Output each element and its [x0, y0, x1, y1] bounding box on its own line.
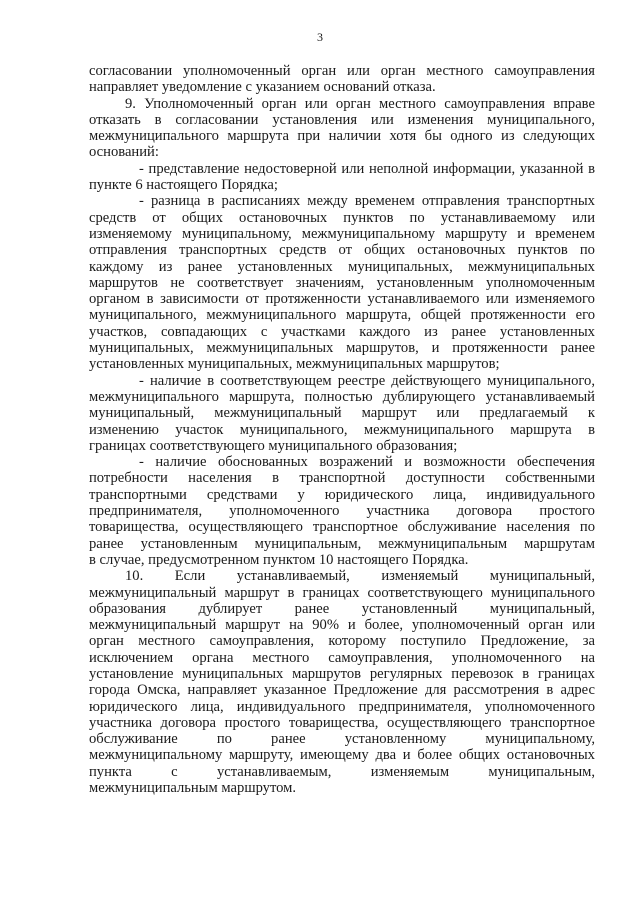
text-line: межмуниципальный маршрут в границах соответствующего муниципального — [89, 584, 595, 601]
text-line: пункте 6 настоящего Порядка; — [89, 177, 278, 194]
text-line: межмуниципальному маршруту, имеющему два и более общих остановочных — [89, 747, 595, 764]
text-line: орган местного самоуправления, которому поступило Предложение, за — [89, 633, 595, 650]
page-number: 3 — [317, 30, 323, 44]
text-line: отказать в согласовании установления или изменения муниципального, — [89, 111, 595, 128]
text-line: направляет уведомление с указанием оснований отказа. — [89, 79, 436, 96]
text-line: участника договора простого товарищества, осуществляющего транспортное — [89, 714, 595, 731]
text-line: 9. Уполномоченный орган или орган местного самоуправления вправе — [125, 95, 595, 112]
text-line: предпринимателя, уполномоченного участника договора простого — [89, 503, 595, 520]
text-line: участков, совпадающих с участками каждого из ранее установленных — [89, 323, 595, 340]
text-line: межмуниципального маршрута при наличии хотя бы одного из следующих — [89, 128, 595, 145]
text-line: муниципальный, межмуниципальный маршрут или предлагаемый к — [89, 405, 595, 422]
text-line: установление муниципальных маршрутов регулярных перевозок в границах — [89, 665, 595, 682]
text-line: установленных муниципальных, межмуниципальных маршрутов; — [89, 356, 500, 373]
text-line: изменению участок муниципального, межмуниципального маршрута в — [89, 421, 596, 438]
text-line: ранее установленным муниципальным, межмуниципальным маршрутам — [89, 535, 595, 552]
text-line: - наличие в соответствующем реестре действующего муниципального, — [139, 372, 595, 389]
text-line: межмуниципальным маршрутом. — [89, 780, 297, 797]
text-line: органом в зависимости от протяженности устанавливаемого или изменяемого — [89, 291, 595, 308]
text-line: - представление недостоверной или неполной информации, указанной в — [139, 160, 596, 177]
text-line: средств от общих остановочных пунктов по устанавливаемому или — [89, 209, 596, 226]
text-line: пункта с устанавливаемым, изменяемым муниципальным, — [89, 763, 596, 780]
text-line: образования дублирует ранее установленный муниципальный, — [89, 600, 595, 617]
text-line: товарищества, осуществляющего транспортное обслуживание населения по — [89, 519, 596, 536]
text-line: потребности населения в транспортной доступности собственными — [89, 470, 596, 487]
text-line: согласовании уполномоченный орган или орган местного самоуправления — [89, 63, 595, 79]
text-line: межмуниципальный маршрут на 90% и более, уполномоченный орган или — [89, 617, 596, 634]
text-line: муниципального, межмуниципального маршрута, общей протяженности его — [89, 307, 595, 324]
text-line: юридического лица, индивидуального предпринимателя, уполномоченного — [89, 698, 596, 715]
text-line: исключением органа местного самоуправления, уполномоченного на — [89, 649, 595, 666]
text-line: муниципальных, межмуниципальных маршрутов, и протяженности ранее — [89, 340, 596, 357]
text-line: города Омска, направляет указанное Предложение для рассмотрения в адрес — [89, 682, 595, 699]
text-line: в случае, предусмотренном пунктом 10 настоящего Порядка. — [89, 551, 469, 568]
text-line: оснований: — [89, 144, 159, 161]
text-line: границах соответствующего муниципального образования; — [89, 437, 458, 454]
text-line: межмуниципального маршрута, полностью дублирующего устанавливаемый — [89, 388, 595, 405]
text-line: 10. Если устанавливаемый, изменяемый муниципальный, — [125, 568, 596, 585]
text-line: изменяемому муниципальному, межмуниципальному маршруту и временем — [89, 225, 596, 242]
text-line: обслуживание по ранее установленному муниципальному, — [89, 731, 596, 748]
document-body — [89, 63, 595, 796]
text-line: транспортными средствами у юридического лица, индивидуального — [89, 486, 596, 503]
text-line: отправления транспортных средств от общих остановочных пунктов по — [89, 242, 595, 259]
text-line: - разница в расписаниях между временем отправления транспортных — [139, 193, 595, 210]
text-line: маршрутов не соответствует значениям, установленным уполномоченным — [89, 274, 595, 291]
text-line: каждому из ранее установленных муниципальных, межмуниципальных — [89, 258, 595, 275]
text-line: - наличие обоснованных возражений и возможности обеспечения — [139, 454, 595, 471]
